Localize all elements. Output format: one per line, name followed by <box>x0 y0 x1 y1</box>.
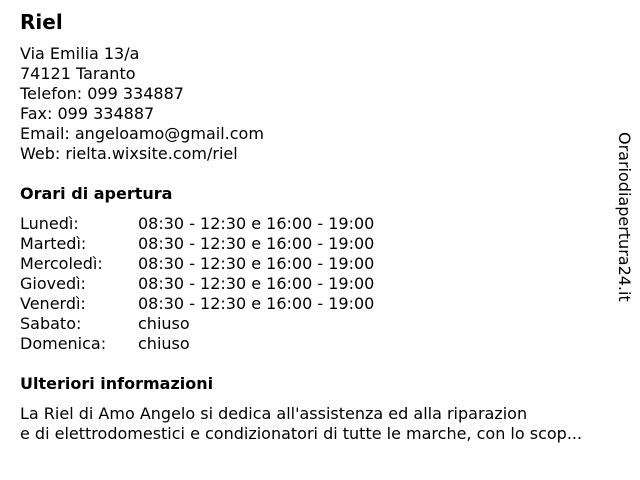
day-hours: 08:30 - 12:30 e 16:00 - 19:00 <box>138 214 375 233</box>
day-label: Venerdì: <box>20 294 86 313</box>
more-info-text <box>20 404 632 444</box>
web-line: Web: rielta.wixsite.com/riel <box>20 144 238 163</box>
address-street: Via Emilia 13/a <box>20 44 140 63</box>
opening-hours-heading: Orari di apertura <box>20 184 173 203</box>
hours-row-monday <box>20 214 374 234</box>
day-hours: chiuso <box>138 314 190 333</box>
day-label: Lunedì: <box>20 214 79 233</box>
day-hours: 08:30 - 12:30 e 16:00 - 19:00 <box>138 234 375 253</box>
day-hours: 08:30 - 12:30 e 16:00 - 19:00 <box>138 294 375 313</box>
day-label: Domenica: <box>20 334 107 353</box>
day-label: Mercoledì: <box>20 254 103 273</box>
hours-row-friday <box>20 294 374 314</box>
day-label: Martedì: <box>20 234 87 253</box>
day-label: Giovedì: <box>20 274 86 293</box>
site-watermark: Orariodiapertura24.it <box>615 132 634 302</box>
hours-row-thursday <box>20 274 374 294</box>
contact-block <box>20 44 264 164</box>
day-label: Sabato: <box>20 314 82 333</box>
info-line-2: e di elettrodomestici e condizionatori di tutte le marche, con lo scop... <box>20 424 583 443</box>
hours-row-sunday <box>20 334 374 354</box>
day-hours: 08:30 - 12:30 e 16:00 - 19:00 <box>138 254 375 273</box>
more-info-heading: Ulteriori informazioni <box>20 374 214 393</box>
hours-row-tuesday <box>20 234 374 254</box>
phone-line: Telefon: 099 334887 <box>20 84 184 103</box>
info-line-1: La Riel di Amo Angelo si dedica all'assistenza ed alla riparazion <box>20 404 528 423</box>
hours-row-wednesday <box>20 254 374 274</box>
email-line: Email: angeloamo@gmail.com <box>20 124 264 143</box>
fax-line: Fax: 099 334887 <box>20 104 155 123</box>
opening-hours-table <box>20 214 374 354</box>
day-hours: 08:30 - 12:30 e 16:00 - 19:00 <box>138 274 375 293</box>
hours-row-saturday <box>20 314 374 334</box>
day-hours: chiuso <box>138 334 190 353</box>
business-name: Riel <box>20 10 63 34</box>
address-city: 74121 Taranto <box>20 64 136 83</box>
